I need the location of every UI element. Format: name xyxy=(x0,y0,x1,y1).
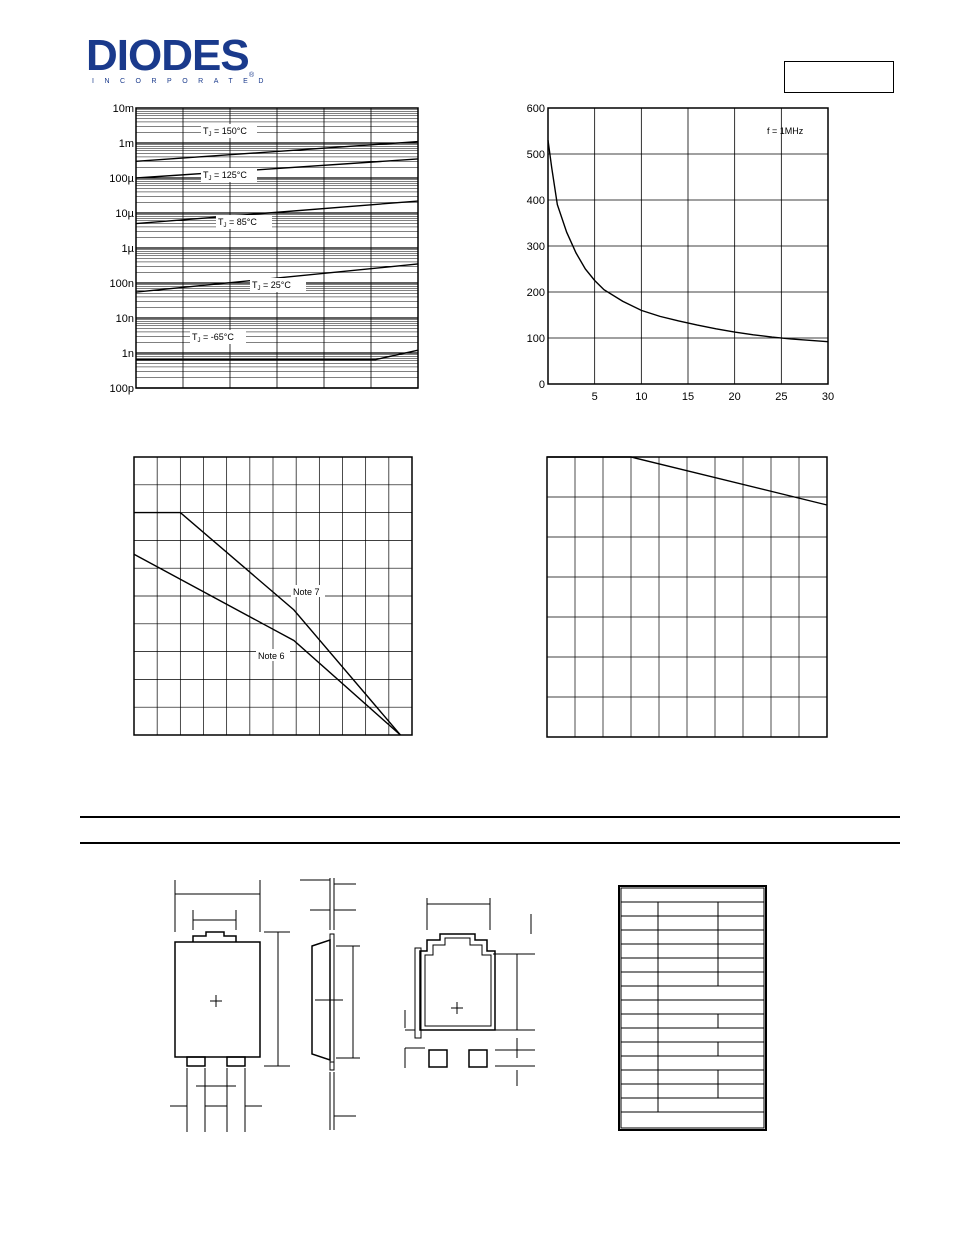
chart-power-derating xyxy=(125,450,425,745)
footprint-pad-left xyxy=(429,1050,447,1067)
chart1-curve-label: $T_J = 85^\circ C$ xyxy=(218,217,257,229)
chart2-y-tick-label: 100 xyxy=(526,333,545,345)
chart1-y-tick-label: 10m xyxy=(112,103,134,115)
section-rule-bottom xyxy=(80,842,900,844)
chart-capacitance xyxy=(505,100,845,410)
package-body xyxy=(175,942,260,1057)
chart1-curve-label: $T_J = -65^\circ C$ xyxy=(192,332,234,344)
chart2-x-tick-label: 10 xyxy=(635,391,648,403)
package-footprint-drawing xyxy=(395,890,555,1090)
chart-leakage-current xyxy=(95,100,430,400)
chart2-tick-labels xyxy=(527,103,834,403)
chart2-y-tick-label: 300 xyxy=(526,241,545,253)
chart2-y-tick-label: 600 xyxy=(526,103,545,115)
chart2-annotation: f = 1MHz xyxy=(767,126,804,136)
chart1-y-tick-label: 1µ xyxy=(121,243,134,255)
chart1-y-tick-label: 1m xyxy=(118,138,134,150)
package-lead-left xyxy=(187,1057,205,1066)
package-lead-right xyxy=(227,1057,245,1066)
chart1-curve-label: $T_J = 125^\circ C$ xyxy=(203,170,247,182)
section-rule-top xyxy=(80,816,900,818)
registered-mark: ® xyxy=(249,72,255,79)
package-outline-drawing xyxy=(160,870,360,1135)
footprint-pad-main xyxy=(420,934,495,1030)
package-top-tab xyxy=(193,932,236,942)
company-logo-subtext: INCORPORATED xyxy=(92,78,274,85)
chart2-x-tick-label: 25 xyxy=(775,391,788,403)
chart2-y-tick-label: 400 xyxy=(526,195,545,207)
chart3-series-line xyxy=(134,554,400,735)
chart2-x-tick-label: 30 xyxy=(821,391,835,403)
chart1-y-tick-label: 10µ xyxy=(115,208,134,220)
note7-label: Note 7 xyxy=(293,587,320,597)
chart1-y-tick-label: 100p xyxy=(109,383,134,395)
chart1-y-tick-label: 100n xyxy=(109,278,134,290)
chart2-x-tick-label: 20 xyxy=(728,391,741,403)
chart-derating-2 xyxy=(540,450,840,745)
chart2-x-tick-label: 5 xyxy=(591,391,598,403)
chart3-grid xyxy=(134,457,412,735)
chart1-y-tick-label: 1n xyxy=(121,348,134,360)
company-logo: DIODES xyxy=(86,31,249,80)
chart2-grid xyxy=(548,108,828,384)
chart1-y-tick-labels xyxy=(109,103,134,395)
chart1-y-tick-label: 10n xyxy=(115,313,134,325)
part-number-box xyxy=(784,61,894,93)
chart2-y-tick-label: 0 xyxy=(538,379,545,391)
chart4-grid xyxy=(547,457,827,737)
chart1-y-tick-label: 100µ xyxy=(109,173,134,185)
chart2-x-tick-label: 15 xyxy=(681,391,695,403)
chart2-y-tick-label: 200 xyxy=(526,287,545,299)
footprint-pad-right xyxy=(469,1050,487,1067)
chart2-y-tick-label: 500 xyxy=(526,149,545,161)
dimension-table xyxy=(615,882,770,1132)
chart1-grid xyxy=(136,108,418,388)
chart1-curve-label: $T_J = 25^\circ C$ xyxy=(252,280,291,292)
note6-label: Note 6 xyxy=(258,651,285,661)
chart1-curve-label: $T_J = 150^\circ C$ xyxy=(203,126,247,138)
